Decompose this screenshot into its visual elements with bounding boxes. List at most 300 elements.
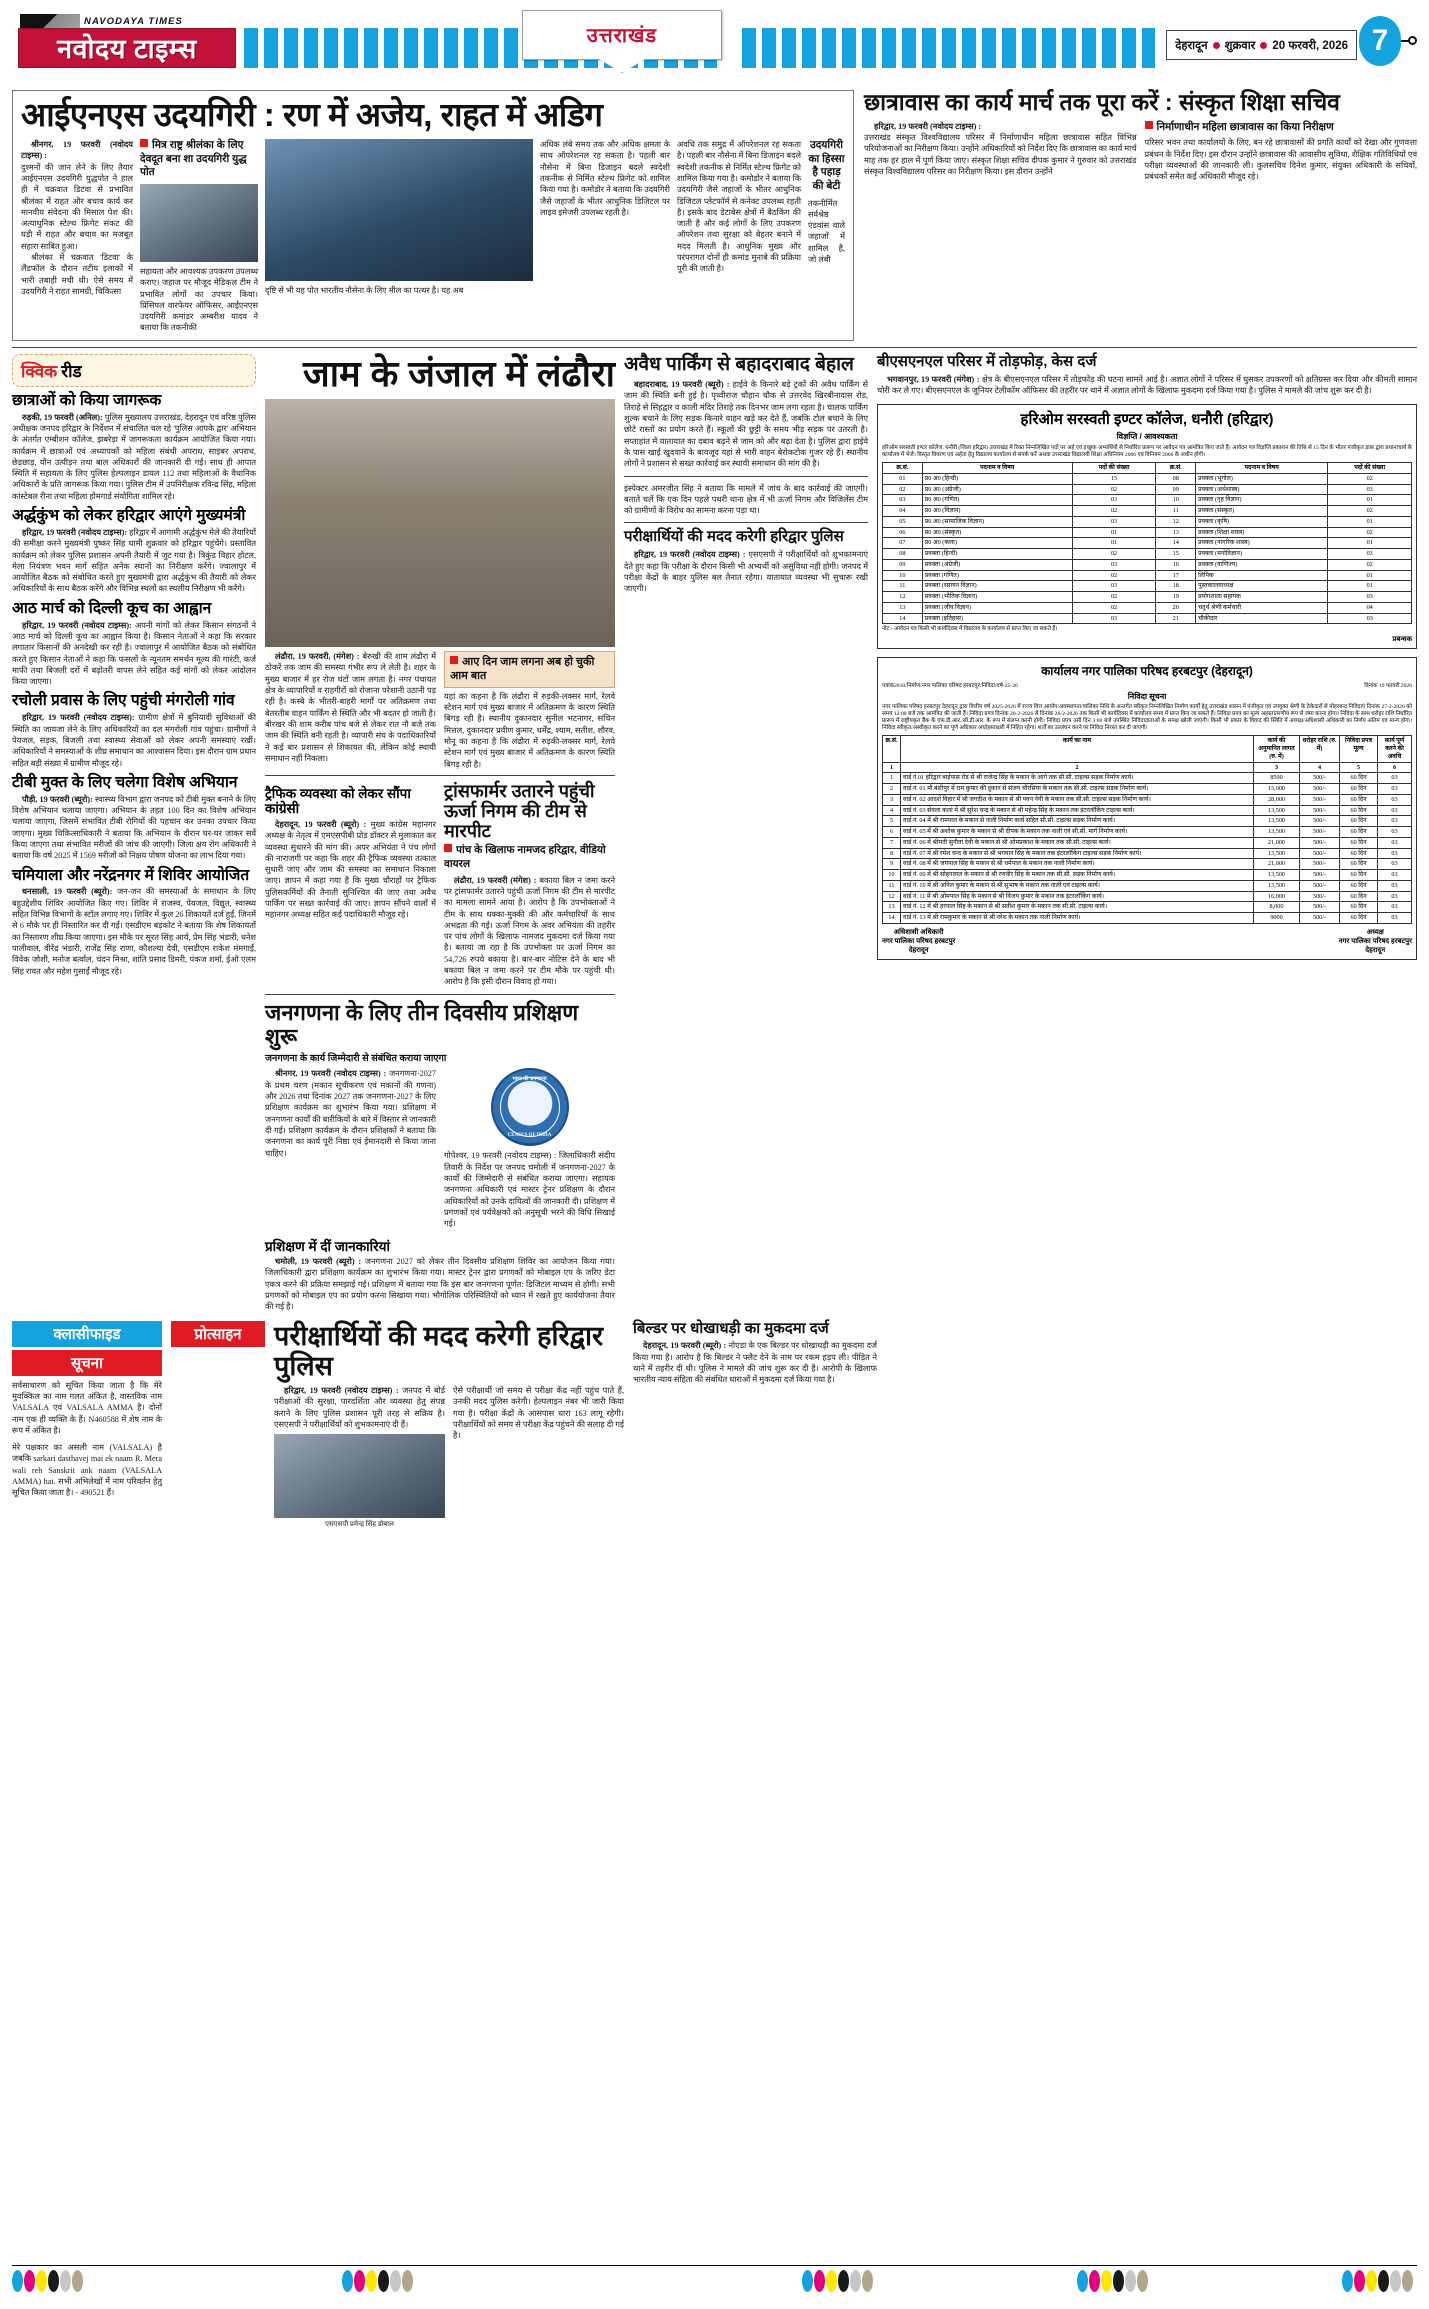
tth-2: कार्य की अनुमानित लागत (रु. में)	[1254, 736, 1300, 762]
census-seal-logo	[491, 1068, 569, 1146]
table-cell: 09	[883, 559, 923, 570]
divider	[265, 775, 615, 776]
qr-dateline-1: हरिद्वार, 19 फरवरी (नवोदय टाइम्स):	[22, 527, 128, 537]
table-cell: 03	[1378, 794, 1412, 805]
registration-dot	[1089, 2270, 1100, 2292]
hostel-col1: उत्तराखंड संस्कृत विश्वविद्यालय परिसर में निर्माणाधीन महिला छात्रावास सहित विभिन्न परियोजनाओं का निरीक्षण किया। उन्होंने अधिकारियों को निर्देश दिए कि छात्रावास का कार्य मार्च माह तक हर हाल में पूर्ण किया जाए। संस्कृत शिक्षा सचिव दीपक कुमार ने गुरुवार को उत्तराखंड संस्कृत विश्वविद्यालय परिसर का निरीक्षण किया। इस दौरान उन्होंने	[864, 133, 1137, 176]
table-cell: 60 दिन	[1340, 848, 1378, 859]
sub1-body: मुख्य कांग्रेस महानगर अध्यक्ष के नेतृत्व में एमएसपीबी प्रोड डॉक्टर से मुलाकात कर व्यवस्था सुधारने की मांग की। अपर अभियंता ने पंच लोगों की नाराजगी पर कहा कि शहर की ट्रैफिक व्यवस्था तत्काल सुधारी जाए और जाम की समस्या का समाधान निकाला जाए। ज्ञापन में कहा गया है कि मुख्य चौराहों पर ट्रैफिक पुलिसकर्मियों की तैनाती सुनिश्चित की जाए तथा अवैध पार्किंग पर सख्त कार्रवाई की जाए। ज्ञापन सौंपने वालों में महानगर अध्यक्ष सहित कई पदाधिकारी मौजूद रहे।	[265, 819, 436, 920]
registration-dot	[354, 2270, 365, 2292]
table-cell: प्रवक्ता (हिन्दी)	[922, 549, 1072, 560]
college-ad-subtitle: विज्ञप्ति / आवश्यकता	[1116, 432, 1178, 442]
qr-title-2: आठ मार्च को दिल्ली कूच का आह्वान	[12, 599, 212, 617]
quick-read-item[interactable]	[12, 867, 256, 977]
section-tab[interactable]	[522, 10, 722, 60]
table-cell: 10	[883, 570, 923, 581]
seal-top-text: भारत की जनगणना	[512, 1077, 547, 1083]
table-cell: 15	[1072, 473, 1156, 484]
tender-ref-title: कार्यालय नगर पालिका परिषद हरबटपुर (देहरादून)	[1041, 664, 1253, 679]
table-cell: 500/-	[1300, 891, 1340, 902]
traffic-photo	[265, 399, 615, 647]
th-3: क्र.सं.	[1156, 463, 1196, 474]
quick-read-item[interactable]	[12, 774, 256, 862]
table-cell: 15,000	[1254, 784, 1300, 795]
reg-dots-1	[12, 2270, 83, 2292]
lead-col-2	[140, 139, 258, 334]
qr-body-3: ग्रामीण क्षेत्रों में बुनियादी सुविधाओं की स्थिति का जायजा लेने के लिए अधिकारियों का दल मंगरोली गांव पहुंचा। ग्रामीणों ने पेयजल, सड़क, बिजली तथा स्वास्थ्य सेवाओं को लेकर अपनी समस्याएं रखीं। अधिकारियों ने समस्याओं के शीघ्र समाधान का आश्वासन दिया। इस दौरान ग्राम प्रधान सहित बड़ी संख्या में ग्रामीण मौजूद रहे।	[12, 713, 256, 768]
lead-photo-officer	[140, 184, 258, 262]
lead-col1b-text: श्रीलंका में चक्रवात 'डिटवा' के लैंडफॉल के दौरान तटीय इलाकों में भारी तबाही मची थी। ऐसे समय में उदयगिरी ने राहत सामग्री, चिकित्सा	[21, 253, 133, 297]
table-cell: प्रयोगशाला सहायक	[1196, 592, 1328, 603]
parking-column	[624, 354, 868, 1313]
table-cell: 9	[883, 859, 901, 870]
qr-title-4: टीबी मुक्त के लिए चलेगा विशेष अभियान	[12, 773, 238, 791]
table-row	[883, 506, 1412, 517]
table-cell: 60 दिन	[1340, 773, 1378, 784]
builder-body: नोएडा के एक बिल्डर पर धोखाधड़ी का मुकदमा दर्ज किया गया है। आरोप है कि बिल्डर ने फ्लैट देने के नाम पर रकम हड़प ली। पीड़ित ने थाने में तहरीर दी थी। पुलिस ने मामले की जांच शुरू कर दी है। आरोपी के खिलाफ भारतीय न्याय संहिता की संबंधित धाराओं में मुकदमा दर्ज किया गया है।	[633, 1341, 877, 1385]
color-registration-bar	[12, 2265, 1417, 2291]
college-ad-signature: प्रबन्धक	[1392, 636, 1412, 644]
hostel-headline: छात्रावास का कार्य मार्च तक पूरा करें : संस्कृत शिक्षा सचिव	[864, 89, 1340, 115]
table-row	[883, 837, 1412, 848]
table-cell: 8500	[1254, 773, 1300, 784]
protsahan-block	[171, 1321, 265, 1530]
registration-dot	[366, 2270, 377, 2292]
table-cell: 4	[883, 805, 901, 816]
police-article	[274, 1321, 624, 1530]
ads-column	[877, 354, 1417, 1313]
table-cell: 03	[1328, 484, 1412, 495]
table-row	[883, 592, 1412, 603]
table-cell: 17	[1156, 570, 1196, 581]
tnum-4: 5	[1340, 762, 1378, 773]
top-band	[12, 90, 1417, 341]
lead-col6-text: तकनीर्मित सर्वश्रेष्ठ एंडवांस वाले जहाजों में शामिल है, जो लंबी	[808, 198, 845, 265]
quick-read-item[interactable]	[12, 507, 256, 595]
registration-dot	[60, 2270, 71, 2292]
table-cell: प्रवक्ता (रसायन विज्ञान)	[922, 581, 1072, 592]
table-cell: वार्ड नं. 01 मौ.बंशीपुर में राम कुमार की दुकान से संजय चौरसिया के मकान तक सी.सी. टाइल्स सड़क निर्माण कार्य।	[901, 784, 1254, 795]
table-cell: 09	[1156, 484, 1196, 495]
qr-body-1: हरिद्वार में आगामी अर्द्धकुंभ मेले की तैयारियों की समीक्षा करने मुख्यमंत्री पुष्कर सिंह धामी शुक्रवार को हरिद्वार पहुंचेंगे। प्रस्तावित कार्यक्रम को लेकर पुलिस प्रशासन अपनी तैयारी में जुट गया है। त्रिकुंड विहार होटल, मेला नियंत्रण भवन मार्ग सहित अनेक स्थानों का निरीक्षण करेंगे। ज्वालापुर में आयोजित बैठक को संबोधित करते हुए मुख्यमंत्री द्वारा अर्द्धकुंभ की तैयारी को लेकर अधिकारियों के साथ बैठक करेंगे और विभिन्न स्थलों का स्थलीय निरीक्षण भी करेंगे।	[12, 527, 257, 594]
table-cell: 13,500	[1254, 805, 1300, 816]
sign-left-2: नगर पालिका परिषद हरबटपुर	[882, 937, 956, 945]
table-cell: 16,000	[1254, 891, 1300, 902]
table-cell: 01	[883, 473, 923, 484]
table-cell: 03	[1378, 870, 1412, 881]
table-cell: 07	[883, 538, 923, 549]
builder-article	[633, 1321, 877, 1530]
table-row	[883, 549, 1412, 560]
classified-label: क्लासीफाइड	[12, 1321, 162, 1347]
table-row	[883, 613, 1412, 624]
table-cell: प्रवक्ता (गृह विज्ञान)	[1196, 495, 1328, 506]
traffic-quote-body: यहां का कहना है कि लंढौरा में रुड़की-लक्सर मार्ग, रेलवे स्टेशन मार्ग एवं मुख्य बाजार में अतिक्रमण के कारण स्थिति बिगड़ रही है। स्थानीय दुकानदार सुनील भटनागर, सचिन मित्तल, दुकानदार प्रवीण कुमार, धर्मेंद्र, श्याम, सतीश, शौरव, मोनू का कहना है कि लंढौरा में रुड़की-लक्सर मार्ग, रेलवे स्टेशन मार्ग एवं मुख्य बाजार में अतिक्रमण के कारण स्थिति बिगड़ रही है।	[444, 691, 615, 769]
brand-english: NAVODAYA TIMES	[84, 16, 183, 27]
table-cell: 21	[1156, 613, 1196, 624]
census-sub-dateline: चमोली, 19 फरवरी (ब्यूरो) :	[275, 1257, 362, 1267]
table-cell: 13	[883, 902, 901, 913]
stripe-band-right	[742, 28, 1155, 68]
newspaper-page	[0, 14, 1429, 2309]
census-col2: गोपेश्वर, 19 फरवरी (नवोदय टाइम्स) : जिलाधिकारी संदीप तिवारी के निर्देश पर जनपद चमोली में जनगणना-2027 के कार्यों की जिम्मेदारी से संबंधित कराया जाएगा। सहायक जनगणना अधिकारी एवं मास्टर ट्रेनर प्रशिक्षण के दौरान अधिकारियों को उनके दायित्वों की जानकारी दी। प्रशिक्षण में प्रगणकों एवं पर्यवेक्षकों को अनुसूची भरने की विधि सिखाई गई।	[444, 1151, 615, 1229]
tnum-2: 3	[1254, 762, 1300, 773]
reg-dots-3	[802, 2270, 873, 2292]
quick-read-column	[12, 354, 256, 1313]
table-cell: 03	[1072, 495, 1156, 506]
table-cell: 60 दिन	[1340, 837, 1378, 848]
sub2-body: बकाया बिल न जमा करने पर ट्रांसफार्मर उतारने पहुंची ऊर्जा निगम की टीम से मारपीट का मामला सामने आया है। आरोप है कि उपभोक्ताओं ने टीम के साथ धक्का-मुक्की की और कर्मचारियों के साथ अभद्रता की गई। ऊर्जा निगम के अवर अभियंता की तहरीर पर पांच लोगों के खिलाफ नामजद मुकदमा दर्ज किया गया है। बताया जा रहा है कि उपभोक्ता पर ऊर्जा निगम का 54,726 रुपये बकाया है। बार-बार नोटिस देने के बाद भी बकाया बिल न जमा करने पर टीम मौके पर पहुंची थी। आरोप है कि इसी दौरान विवाद हो गया।	[444, 875, 616, 987]
lead-kicker-text: मित्र राष्ट्र श्रीलंका के लिए देवदूत बना शा उदयगिरी युद्ध पोत	[140, 138, 247, 179]
police-dateline: हरिद्वार, 19 फरवरी (नवोदय टाइम्स) :	[634, 550, 746, 560]
table-cell: 60 दिन	[1340, 784, 1378, 795]
edition-name: देहरादून	[1175, 39, 1208, 52]
census-col1: जनगणना-2027 के प्रथम चरण (मकान सूचीकरण एवं मकानों की गणना) और 2026 तथा दिनांक 2027 तक जनगणना-2027 के लिए प्रशिक्षण कार्यक्रम का शुभारंभ किया गया। प्रशिक्षण में जनगणना कार्यों की बारीकियों के बारे में विस्तार से जानकारी दी गई। प्रशिक्षण कार्यक्रम के दौरान प्रशिक्षकों ने बताया कि जनगणना का कार्य पूरी निष्ठा एवं ईमानदारी से किया जाना चाहिए।	[265, 1069, 436, 1158]
table-cell: 03	[1378, 837, 1412, 848]
table-cell: वार्ड नं. 08 में श्री जयपाल सिंह के मकान से श्री धर्मपाल के मकान तक नाली निर्माण कार्य।	[901, 859, 1254, 870]
table-cell: 03	[1072, 581, 1156, 592]
table-cell: 7	[883, 837, 901, 848]
table-cell: 18	[1156, 581, 1196, 592]
tender-title: निविदा सूचना	[1127, 692, 1167, 702]
table-cell: प्रवक्ता (अंग्रेजी)	[922, 559, 1072, 570]
registration-dot	[1366, 2270, 1377, 2292]
lead-headline: आईएनएस उदयगिरी : रण में अजेय, राहत में अडिग	[21, 96, 603, 133]
hostel-dateline: हरिद्वार, 19 फरवरी (नवोदय टाइम्स) :	[874, 121, 982, 131]
registration-dot	[342, 2270, 353, 2292]
sub1-title: ट्रैफिक व्यवस्था को लेकर सौंपा कांग्रेसी	[265, 785, 411, 817]
tender-intro: नगर पालिका परिषद हरबटपुर देहरादून द्वारा वित्तीय वर्ष 2025-2026 में राज्य वित्त आयोग/अवस्थापना/पालिका निधि के अन्तर्गत स्वीकृत निम्नलिखित निर्माण कार्यों हेतु उत्तराखंड शासन में पंजीकृत एवं उपयुक्त श्रेणी के ठेकेदारों से मोहरबन्द निविदाएं दिनांक 27-2-2026 को समय 12:00 बजे तक आमंत्रित की जाती हैं। निविदा प्रपत्र दिनांक 20-2-2026 से दिनांक 26-2-2026 तक किसी भी कार्यदिवस में कार्यालय समय में प्राप्त किए जा सकते हैं। निविदा प्रपत्र का मूल्य अहस्तांतरणीय रूप से जमा करना होगा। निविदा के साथ धरोहर राशि निर्धारित प्रारूप में राष्ट्रीयकृत बैंक के एफ.डी.आर./सी.डी.आर. के रूप में संलग्न करनी होगी। निविदा प्रपत्र उसी दिन 3:00 बजे उपस्थित निविदादाताओं के समक्ष खोली जाएंगी। किसी भी प्रकार के विवाद की स्थिति में अध्यक्ष/अधिशासी अधिकारी का निर्णय अंतिम एवं मान्य होगा। निविदा स्वीकृत/अस्वीकृत करने का पूर्ण अधिकार अधोहस्ताक्षरी में निहित रहेगा। शर्तों का उल्लंघन करने पर निविदा निरस्त कर दी जाएगी।	[882, 704, 1412, 732]
table-cell: 03	[1378, 902, 1412, 913]
qr-body-5: जन-जन की समस्याओं के समाधान के लिए बहुउद्देशीय शिविर आयोजित किए गए। शिविर में राजस्व, पेयजल, विद्युत, स्वास्थ्य सहित विभिन्न विभागों के स्टॉल लगाए गए। शिविर में कुल 26 शिकायतें दर्ज हुईं, जिनमें से 6 मौके पर ही निस्तारित कर दी गईं। एसडीएम बड़कोट ने बताया कि शेष शिकायतों का निस्तारण शीघ्र किया जाएगा। इस मौके पर सूरत सिंह आर्य, प्रेम सिंह भंडारी, धनेश पालीवाल, वीरेंद्र भंडारी, राजेंद्र सिंह राणा, कौशल्या देवी, एसडीएम राकेश मंमगाईं, विवेक जोशी, मनोज बर्त्वाल, चंदन मिश्रा, शांति प्रसाद डिमरी, पंकज शर्मा, ईओ एलम सिंह रावत और महेश गुसाईं मौजूद रहे।	[12, 887, 256, 976]
classified-block	[12, 1321, 162, 1530]
registration-dot	[1113, 2270, 1124, 2292]
table-cell: प्र0 अ0 (सामाजिक विज्ञान)	[922, 516, 1072, 527]
table-cell: 60 दिन	[1340, 827, 1378, 838]
table-cell: 15	[1156, 549, 1196, 560]
table-cell: 500/-	[1300, 805, 1340, 816]
table-row	[883, 495, 1412, 506]
table-cell: 13,500	[1254, 880, 1300, 891]
quick-read-header	[12, 354, 256, 387]
table-cell: प्रवक्ता (वाणिज्य)	[1196, 559, 1328, 570]
table-cell: 6	[883, 827, 901, 838]
tth-1: कार्य का नाम	[901, 736, 1254, 762]
bsnl-dateline: भगवानपुर, 19 फरवरी (मंगेश) :	[887, 374, 980, 384]
table-cell: 60 दिन	[1340, 805, 1378, 816]
tender-ref-left: पत्रांक2010/निर्माण/नगर पालिका परिषद हरबटपुर/निविदा/वर्ष-25-26	[882, 683, 1018, 690]
tnum-1: 2	[901, 762, 1254, 773]
tth-5: कार्य पूर्ण करने की अवधि	[1378, 736, 1412, 762]
registration-dot	[1342, 2270, 1353, 2292]
tnum-5: 6	[1378, 762, 1412, 773]
masthead	[12, 14, 1417, 70]
table-cell: वार्ड नं.01 हरिद्वार बाईपास रोड से श्री राजेन्द्र सिंह के मकान के आगे तक सी.सी. टाइल्स सड़क निर्माण कार्य।	[901, 773, 1254, 784]
table-cell: 03	[1378, 816, 1412, 827]
table-cell: 01	[1328, 495, 1412, 506]
newspaper-logo[interactable]	[12, 14, 244, 68]
table-row	[883, 859, 1412, 870]
tth-3: धरोहर राशि (रु. में)	[1300, 736, 1340, 762]
traffic-col1: बेरुखी की शाम लंढौरा में ठोकरें तक जाम की समस्या गंभीर रूप ले लेती है। शहर के मुख्य बाजार में हर रोज घंटों जाम लगता है। नगर पंचायत क्षेत्र के व्यापारियों व राहगीरों को रोजाना परेशानी उठानी पड़ रही है। कस्बे के भीतरी-बाहरी मार्गों पर अतिक्रमण तथा बेतरतीब वाहन पार्किंग से स्थिति और भी बदतर हो जाती है। बीरखर की शाम करीब पांच बजे से लेकर रात नौ बजे तक जाम की स्थिति बनी रहती है। व्यापारी संघ के पदाधिकारियों ने कई बार प्रशासन से शिकायत की, लेकिन कोई स्थायी समाधान नहीं निकला।	[265, 652, 437, 763]
quick-read-item[interactable]	[12, 600, 256, 688]
sub2-dateline: लंढौरा, 19 फरवरी (मंगेश) :	[454, 875, 537, 885]
table-cell: 28,000	[1254, 794, 1300, 805]
builder-dateline: देहरादून, 19 फरवरी (ब्यूरो) :	[643, 1341, 727, 1351]
table-cell: 03	[1328, 549, 1412, 560]
quick-read-item[interactable]	[12, 692, 256, 768]
table-cell: प्र0 अ0 (अंग्रेजी)	[922, 484, 1072, 495]
police-headline-small: परीक्षार्थियों की मदद करेगी हरिद्वार पुलिस	[624, 528, 844, 546]
table-cell: 04	[883, 506, 923, 517]
table-cell: 01	[1072, 527, 1156, 538]
table-cell: 01	[1328, 538, 1412, 549]
tender-sign-right	[1339, 928, 1412, 955]
census-subhead: जनगणना के कार्य जिम्मेदारी से संबंधित कराया जाएगा	[265, 1052, 447, 1064]
bottom-band	[12, 1321, 1417, 1530]
bsnl-headline: बीएसएनएल परिसर में तोड़फोड़, केस दर्ज	[877, 352, 1097, 370]
police-headline: परीक्षार्थियों की मदद करेगी हरिद्वार पुलिस	[274, 1320, 604, 1381]
college-ad-title: हरिओम सरस्वती इण्टर कॉलेज, धनौरी (हरिद्वार)	[1020, 411, 1274, 429]
table-cell: 02	[1072, 592, 1156, 603]
table-cell: वार्ड नं. 09 में श्री सोहनलाल के मकान से श्री रणवीर सिंह के मकान तक सी.सी. सड़क निर्माण कार्य।	[901, 870, 1254, 881]
table-cell: 11	[1156, 506, 1196, 517]
table-cell: 03	[1378, 880, 1412, 891]
quick-read-label-black: रीड	[61, 361, 82, 381]
police-col3: ऐसे परीक्षार्थी जो समय से परीक्षा केंद्र नहीं पहुंच पाते हैं, उनकी मदद पुलिस करेगी। हेल्पलाइन नंबर भी जारी किया गया है। परीक्षा केंद्रों के आसपास धारा 163 लागू रहेगी। परीक्षार्थियों को समय से परीक्षा केंद्र पहुंचने की सलाह दी गई है।	[453, 1386, 624, 1441]
registration-dot	[72, 2270, 83, 2292]
quick-read-label-red: क्विक	[21, 361, 58, 381]
table-cell: 01	[1328, 516, 1412, 527]
table-cell: 2	[883, 784, 901, 795]
registration-dot	[24, 2270, 35, 2292]
table-cell: 10	[1156, 495, 1196, 506]
table-row	[883, 527, 1412, 538]
table-row	[883, 794, 1412, 805]
divider	[624, 522, 868, 523]
table-row	[883, 902, 1412, 913]
red-square-icon	[450, 656, 458, 664]
lead-col-3	[265, 139, 533, 334]
table-cell: 03	[1378, 848, 1412, 859]
th-0: क्र.सं.	[883, 463, 923, 474]
quick-read-item[interactable]	[12, 392, 256, 502]
table-cell: प्रवक्ता (भूगोल)	[1196, 473, 1328, 484]
table-row	[883, 538, 1412, 549]
table-row	[883, 827, 1412, 838]
table-cell: 1	[883, 773, 901, 784]
traffic-quote-title	[450, 655, 609, 684]
table-cell: प्रवक्ता (इतिहास)	[922, 613, 1072, 624]
qr-title-0: छात्राओं को किया जागरूक	[12, 391, 162, 409]
table-row	[883, 784, 1412, 795]
table-cell: 02	[1072, 484, 1156, 495]
table-cell: 13,500	[1254, 827, 1300, 838]
table-row	[883, 516, 1412, 527]
table-cell: वार्ड नं. 10 में श्री अनिल कुमार के मकान से श्री सुभाष के मकान तक नाली एवं टाइल्स कार्य।	[901, 880, 1254, 891]
lead-photo-crew	[265, 139, 533, 281]
table-cell: 500/-	[1300, 880, 1340, 891]
table-cell: 13	[883, 602, 923, 613]
registration-dot	[1137, 2270, 1148, 2292]
classified-body: सर्वसाधारण को सूचित किया जाता है कि मेरे मुवक्किल का नाम गलत अंकित है, वास्तविक नाम VALSALA एवं VALSALA AMMA है। दोनों नाम एक ही व्यक्ति के हैं। N460588 में शेष नाम के रूप में अंकित है।	[12, 1380, 162, 1435]
qr-title-3: रचोली प्रवास के लिए पहुंची मंगरोली गांव	[12, 692, 235, 710]
table-row	[883, 581, 1412, 592]
table-cell: वार्ड नं. 03 सेवला कलां में श्री सुरेश चन्द्र के मकान से श्री महेन्द्र सिंह के मकान तक इंटरलॉकिंग टाइल्स कार्य।	[901, 805, 1254, 816]
table-cell: 03	[1378, 913, 1412, 924]
sign-left-1: अधिशासी अधिकारी	[893, 928, 944, 936]
table-cell: प्र0 अ0 (संस्कृत)	[922, 527, 1072, 538]
divider	[624, 476, 868, 477]
sub2-kicker-text: पांच के खिलाफ नामजद हरिद्वार, वीडियो वायरल	[444, 844, 606, 870]
table-cell: 12	[883, 592, 923, 603]
hostel-article	[864, 90, 1417, 341]
hostel-kicker	[1145, 121, 1418, 135]
registration-dot	[12, 2270, 23, 2292]
table-cell: 08	[883, 549, 923, 560]
table-cell: 05	[883, 516, 923, 527]
table-cell: प्रवक्ता (संस्कृत)	[1196, 506, 1328, 517]
registration-dot	[390, 2270, 401, 2292]
table-row	[883, 805, 1412, 816]
table-cell: वार्ड नं. 06 में श्रीमती सुनीता देवी के मकान से श्री ओमप्रकाश के मकान तक सी.सी. टाइल्स कार्य।	[901, 837, 1254, 848]
qr-dateline-4: पौड़ी, 19 फरवरी (ब्यूरो):	[22, 794, 93, 804]
seal-bottom-text: CENSUS OF INDIA	[507, 1133, 552, 1139]
traffic-dateline: लंढौरा, 19 फरवरी, (मंगेश) :	[275, 652, 360, 662]
qr-dateline-0: रुड़की, 19 फरवरी (अनिल):	[22, 412, 103, 422]
table-row	[883, 870, 1412, 881]
table-row	[883, 473, 1412, 484]
red-square-icon	[140, 139, 148, 147]
table-cell: 04	[1328, 602, 1412, 613]
table-cell: 500/-	[1300, 816, 1340, 827]
table-cell: 02	[1328, 473, 1412, 484]
lead-col-5	[677, 139, 801, 334]
table-row	[883, 484, 1412, 495]
lead-col1-text: दुश्मनों की जान लेने के लिए तैयार आईएनएस उदयगिरी युद्धपोत ने हाल ही में चक्रवात डिटवा से प्रभावित श्रीलंका में राहत और बचाव कार्य कर मानवीय संवेदना की मिसाल पेश की। अत्याधुनिक स्टेल्थ फ्रिगेट संकट की घड़ी में राहत और बचाव का मजबूत सहारा साबित हुआ।	[21, 162, 133, 251]
seal-ring-icon	[500, 1077, 560, 1137]
table-cell: वार्ड न. 02 आदर्श विहार में श्री जगदीश के मकान से श्री पवन नेगी के मकान तक सी.सी. टाइल्स सड़क निर्माण कार्य।	[901, 794, 1254, 805]
table-cell: 500/-	[1300, 913, 1340, 924]
qr-dateline-5: धनसाली, 19 फरवरी (ब्यूरो):	[22, 887, 113, 897]
lead-col-4	[540, 139, 670, 334]
sub2-kicker	[444, 844, 615, 871]
table-cell: 01	[1072, 538, 1156, 549]
registration-dot	[48, 2270, 59, 2292]
main-grid	[12, 354, 1417, 1313]
traffic-sub2[interactable]	[444, 781, 615, 988]
table-cell: 03	[1328, 613, 1412, 624]
bullet-dot-icon	[1260, 42, 1267, 49]
qr-body-2: अपनी मांगों को लेकर किसान संगठनों ने आठ मार्च को दिल्ली कूच का आह्वान किया है। किसान नेताओं ने कहा कि सरकार लगातार किसानों की अनदेखी कर रही है। ज्वालापुर में आयोजित बैठक को संबोधित करते हुए किसान नेताओं ने कहा कि फसलों के न्यूनतम समर्थन मूल्य की गारंटी, कर्ज माफी तथा बिजली दरों में बढ़ोतरी वापस लेने सहित कई मांगों को लेकर आंदोलन किया जाएगा।	[12, 620, 257, 687]
red-square-icon	[1145, 121, 1153, 129]
registration-dot	[1101, 2270, 1112, 2292]
traffic-headline: जाम के जंजाल में लंढौरा	[303, 352, 615, 394]
table-cell: 21,000	[1254, 859, 1300, 870]
police-col1: जनपद में बोर्ड परीक्षाओं की सुरक्षा, पारदर्शिता और व्यवस्था हेतु संपन्न कराने के लिए पुलिस प्रशासन पूरी तरह से सक्रिय है। एसएसपी ने परीक्षार्थियों को शुभकामनाएं दी हैं।	[274, 1386, 445, 1429]
table-cell: प्रवक्ता (मनोविज्ञान)	[1196, 549, 1328, 560]
tender-ref-right: दिनांक 19 फरवरी 2026	[1364, 683, 1412, 690]
table-cell: लिपिक	[1196, 570, 1328, 581]
table-cell: वार्ड नं. 04 में श्री रामपाल के मकान से नाली निर्माण कार्य सहित सी.सी. टाइल्स सड़क निर्माण कार्य।	[901, 816, 1254, 827]
table-cell: 02	[1072, 549, 1156, 560]
table-cell: प्रवक्ता (शिक्षा शास्त्र)	[1196, 527, 1328, 538]
table-cell: 500/-	[1300, 902, 1340, 913]
table-cell: 3	[883, 794, 901, 805]
table-cell: 60 दिन	[1340, 902, 1378, 913]
traffic-quote-title-text: आए दिन जाम लगना अब हो चुकी आम बात	[450, 656, 595, 683]
table-cell: 13,500	[1254, 870, 1300, 881]
qr-dateline-3: हरिद्वार, 19 फरवरी (नवोदय टाइम्स):	[22, 713, 135, 723]
table-cell: 03	[883, 495, 923, 506]
table-cell: 19	[1156, 592, 1196, 603]
table-cell: 13,500	[1254, 848, 1300, 859]
registration-dot	[1125, 2270, 1136, 2292]
college-ad-tbody	[883, 473, 1412, 624]
table-header-numbers	[883, 762, 1412, 773]
table-cell: प्र0 अ0 (हिन्दी)	[922, 473, 1072, 484]
table-cell: 03	[1328, 592, 1412, 603]
table-header-row	[883, 736, 1412, 762]
tth-0: क्र.सं.	[883, 736, 901, 762]
parking-dateline: बहादराबाद, 19 फरवरी (ब्यूरो) :	[634, 380, 730, 390]
table-cell: 13	[1156, 527, 1196, 538]
table-cell: चौकीदार	[1196, 613, 1328, 624]
lead-col5-text: अवधि तक समुद्र में ऑपरेशनल रह सकता है। पहली बार नौसेना में बिना डिजाइन बदले स्वदेशी तकनीक से निर्मित स्टेल्थ फ्रिगेट को शामिल किया गया है। कमोडोर ने बताया कि उदयगिरी जैसे जहाजों के भीतर आधुनिक डिजिटल प्लेटफॉर्म से कनेक्ट उपलब्ध रहती है। इसके बाद डेटाबेस क्षेत्रों में बैठकिंग की जाती है और कई लोगों के लिए उपकरण ऑपरेशन तथा सुरक्षा को बेहतर बनाने में मदद मिलती है। आधुनिक मुख्य और परंपरागत दोनों ही कमांड मुनाबे की प्रक्रिया पूरी की जाती है।	[677, 139, 801, 274]
table-header-row	[883, 463, 1412, 474]
lead-col3-text: दृष्टि से भी यह पोत भारतीय नौसेना के लिए मील का पत्थर है। यह अब	[265, 285, 464, 295]
red-square-icon	[444, 844, 452, 852]
th-1: पदनाम व विषय	[922, 463, 1072, 474]
table-cell: 03	[1072, 559, 1156, 570]
classified-body2: मेरे पक्षकार का असली नाम (VALSALA) है जबकि sarkari dasthavej mai ek naam R. Mera wali reh Sanskrit ank naam (VALSALA AMMA) hai. सभी अभिलेखों में नाम परिवर्तन हेतु सूचित किया जाता है। - 490521 हैं।	[12, 1443, 162, 1498]
registration-dot	[1077, 2270, 1088, 2292]
table-row	[883, 570, 1412, 581]
table-row	[883, 602, 1412, 613]
notice-label: सूचना	[12, 1350, 162, 1376]
table-cell: 500/-	[1300, 773, 1340, 784]
edition-date-box	[1166, 30, 1357, 60]
census-sub-title: प्रशिक्षण में दीं जानकारियां	[265, 1238, 391, 1254]
registration-dot	[1354, 2270, 1365, 2292]
table-cell: प्रवक्ता (कृषि)	[1196, 516, 1328, 527]
tender-table	[882, 735, 1412, 924]
registration-dot	[1402, 2270, 1413, 2292]
registration-dot	[378, 2270, 389, 2292]
table-cell: प्रवक्ता (अर्थशास्त्र)	[1196, 484, 1328, 495]
divider	[265, 994, 615, 995]
center-column	[265, 354, 615, 1313]
table-cell: 60 दिन	[1340, 880, 1378, 891]
table-row	[883, 773, 1412, 784]
police-photo-caption: एसएसपी प्रमेन्द्र सिंह डोबाल	[325, 1520, 394, 1529]
table-cell: 16	[1156, 559, 1196, 570]
table-cell: 02	[1328, 559, 1412, 570]
registration-dot	[402, 2270, 413, 2292]
tender-advertisement	[877, 657, 1417, 959]
sign-left-3: देहरादून	[908, 946, 929, 954]
lead-side-kicker: उदयगिरी का हिस्सा है पहाड़ की बेटी	[808, 138, 845, 192]
table-cell: 14	[883, 613, 923, 624]
table-cell: 08	[1156, 473, 1196, 484]
table-cell: प्र0 अ0 (गणित)	[922, 495, 1072, 506]
lead-col-6	[808, 139, 845, 334]
sub2-title: ट्रांसफार्मर उतारने पहुंची ऊर्जा निगम की टीम से मारपीट	[444, 780, 595, 842]
traffic-sub1[interactable]	[265, 781, 436, 988]
table-cell: 5	[883, 816, 901, 827]
reg-dots-2	[342, 2270, 413, 2292]
registration-dot	[814, 2270, 825, 2292]
